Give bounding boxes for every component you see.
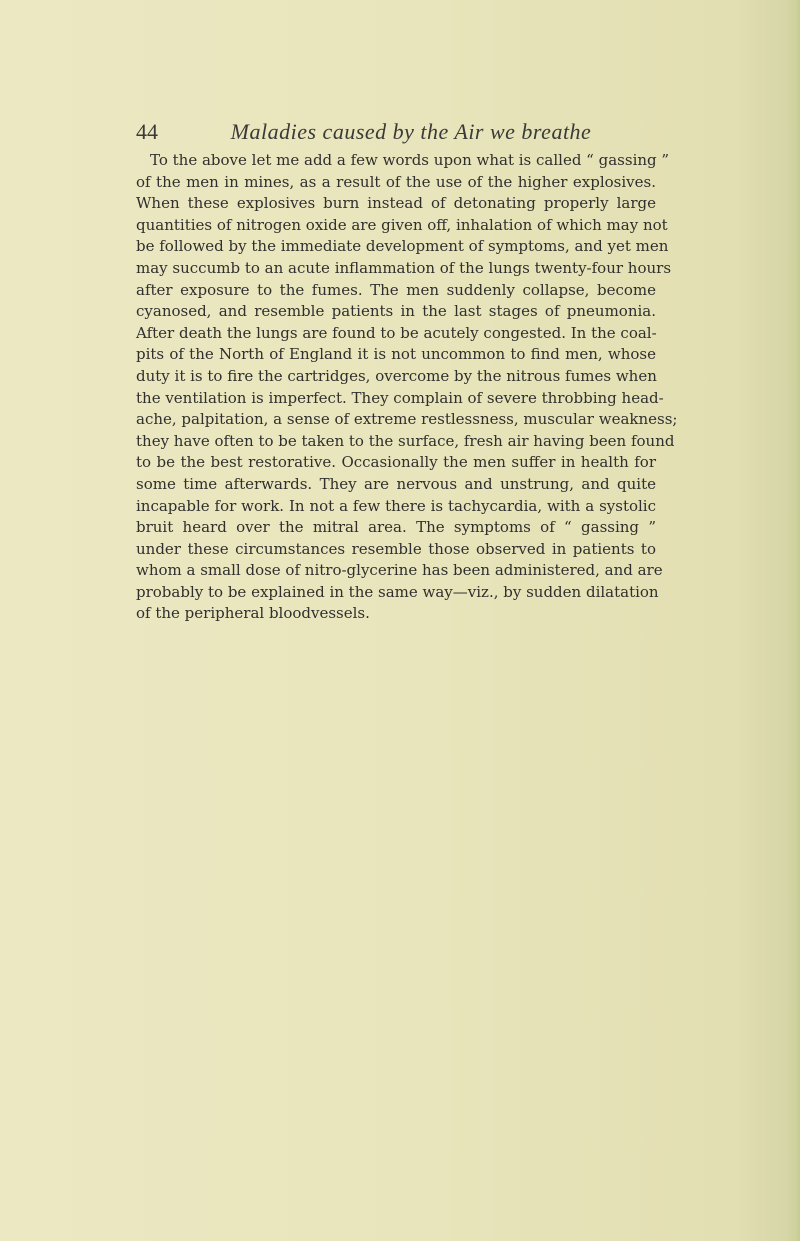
text-line: probably to be explained in the same way—viz., by sudden dilatation xyxy=(136,582,659,601)
text-line: under these circumstances resemble those observed in patients to xyxy=(136,539,656,558)
text-line: incapable for work. In not a few there is tachycardia, with a systolic xyxy=(136,496,656,515)
running-header xyxy=(136,118,656,152)
body-paragraph xyxy=(136,150,678,625)
text-line: may succumb to an acute inflammation of the lungs twenty-four hours xyxy=(136,258,672,277)
text-line: the ventilation is imperfect. They complain of severe throbbing head- xyxy=(136,388,664,407)
text-line: whom a small dose of nitro-glycerine has been administered, and are xyxy=(136,561,663,580)
text-line: some time afterwards. They are nervous and unstrung, and quite xyxy=(136,474,656,493)
text-line: of the peripheral bloodvessels. xyxy=(136,604,370,623)
running-title: Maladies caused by the Air we breathe xyxy=(230,119,592,144)
text-line: duty it is to fire the cartridges, overcome by the nitrous fumes when xyxy=(136,366,657,385)
text-line: ache, palpitation, a sense of extreme restlessness, muscular weakness; xyxy=(136,410,678,429)
text-line: to be the best restorative. Occasionally the men suffer in health for xyxy=(136,453,656,472)
text-line: they have often to be taken to the surface, fresh air having been found xyxy=(136,431,675,450)
text-line: be followed by the immediate development of symptoms, and yet men xyxy=(136,237,669,256)
text-line: bruit heard over the mitral area. The symptoms of “ gassing ” xyxy=(136,518,656,537)
page-number: 44 xyxy=(136,119,158,144)
text-line: cyanosed, and resemble patients in the last stages of pneumonia. xyxy=(136,302,656,321)
text-line: pits of the North of England it is not uncommon to find men, whose xyxy=(136,345,656,364)
text-line: quantities of nitrogen oxide are given off, inhalation of which may not xyxy=(136,215,668,234)
text-line: After death the lungs are found to be acutely congested. In the coal- xyxy=(136,323,657,342)
text-line: after exposure to the fumes. The men suddenly collapse, become xyxy=(136,280,656,299)
text-line: When these explosives burn instead of detonating properly large xyxy=(136,194,656,213)
page-edge-shadow xyxy=(786,0,800,1241)
text-line: To the above let me add a few words upon what is called “ gassing ” xyxy=(150,151,670,169)
text-line: of the men in mines, as a result of the use of the higher explosives. xyxy=(136,172,656,191)
